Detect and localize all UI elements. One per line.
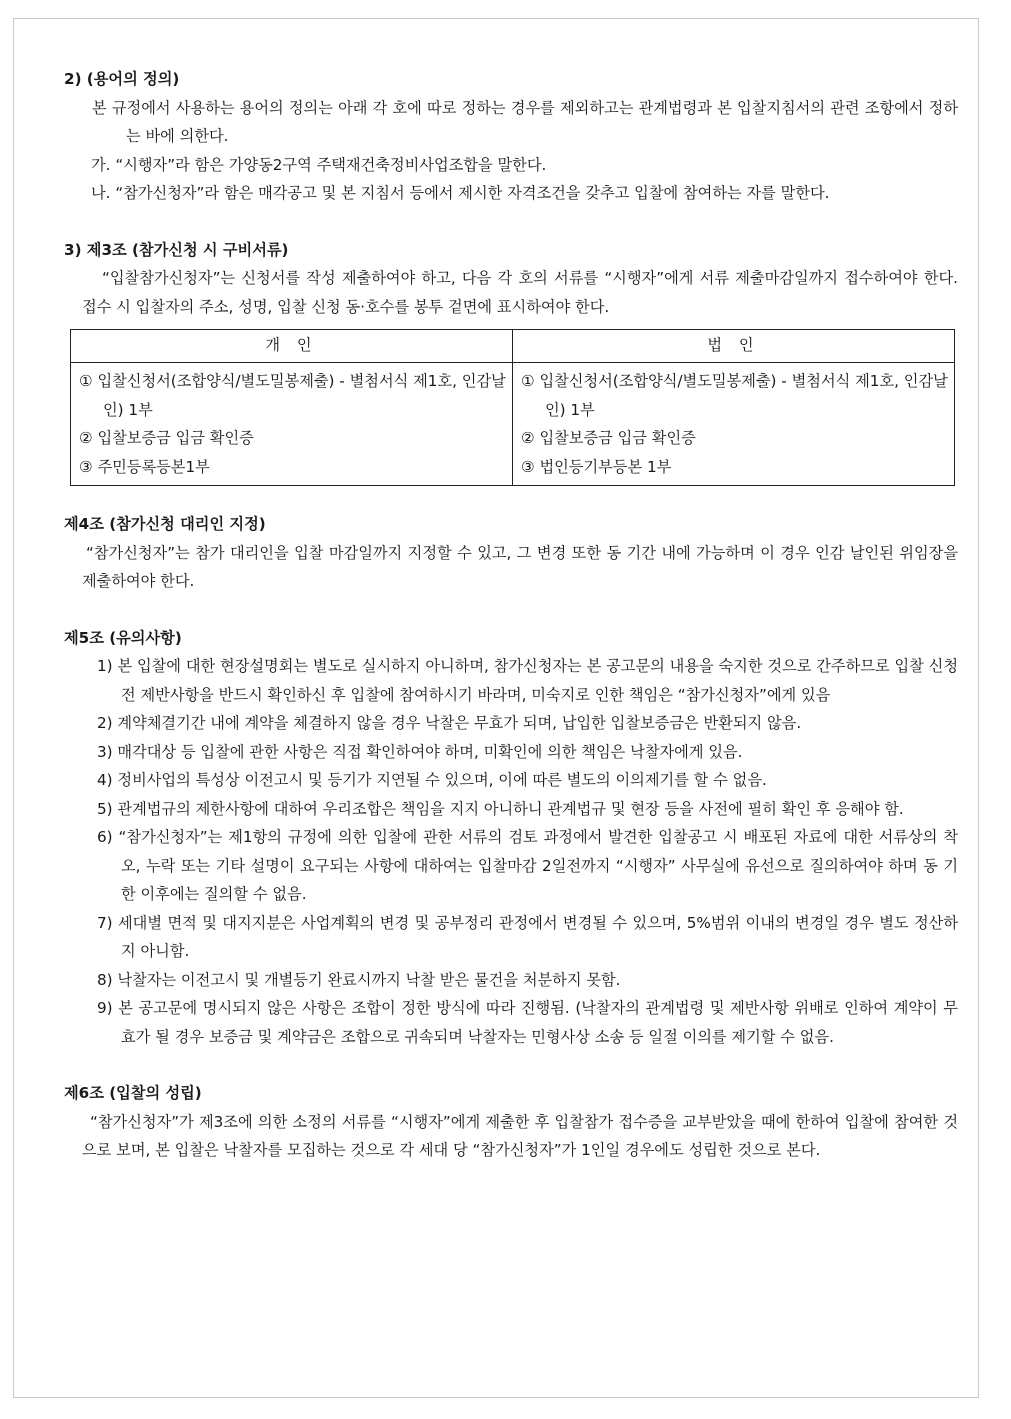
- precaution-item: 3) 매각대상 등 입찰에 관한 사항은 직접 확인하여야 하며, 미확인에 의한 책임은 낙찰자에게 있음.: [97, 742, 743, 761]
- table-cell-item: ② 입찰보증금 입금 확인증: [79, 429, 254, 447]
- definition-item: 나. “참가신청자”라 함은 매각공고 및 본 지침서 등에서 제시한 자격조건을 갖추고 입찰에 참여하는 자를 말한다.: [91, 184, 830, 202]
- precaution-item: 4) 정비사업의 특성상 이전고시 및 등기가 지연될 수 있으며, 이에 따른 별도의 이의제기를 할 수 없음.: [97, 771, 767, 789]
- precaution-item: 1) 본 입찰에 대한 현장설명회는 별도로 실시하지 아니하며, 참가신청자는 본 공고문의 내용을 숙지한 것으로 간주하므로 입찰 신청 전 제반사항을 반드시 확인하신 후 입찰에 참여하시기 바라며, 미숙지로 인한 책임은 “참가신청자”에게 있음: [97, 657, 958, 704]
- precaution-item: 6) “참가신청자”는 제1항의 규정에 의한 입찰에 관한 서류의 검토 과정에서 발견한 입찰공고 시 배포된 자료에 대한 서류상의 착오, 누락 또는 기타 설명이 요구되는 사항에 대하여는 입찰마감 2일전까지 “시행자” 사무실에 유선으로 질의하여야 하며 동 기한 이후에는 질의할 수 없음.: [97, 828, 958, 903]
- document-content: [64, 65, 958, 1165]
- precaution-item: 2) 계약체결기간 내에 계약을 체결하지 않을 경우 낙찰은 무효가 되며, 납입한 입찰보증금은 반환되지 않음.: [97, 714, 802, 732]
- definition-item: 가. “시행자”라 함은 가양동2구역 주택재건축정비사업조합을 말한다.: [91, 155, 547, 174]
- table-cell-item: ② 입찰보증금 입금 확인증: [521, 429, 696, 447]
- precaution-item: 7) 세대별 면적 및 대지지분은 사업계획의 변경 및 공부정리 관정에서 변경될 수 있으며, 5%범위 이내의 변경일 경우 별도 정산하지 아니함.: [97, 913, 958, 960]
- precaution-item: 8) 낙찰자는 이전고시 및 개별등기 완료시까지 낙찰 받은 물건을 처분하지 못함.: [97, 970, 621, 989]
- corporate-documents-cell: [513, 363, 955, 486]
- bid-formation-body: “참가신청자”가 제3조에 의한 소정의 서류를 “시행자”에게 제출한 후 입찰참가 접수증을 교부받았을 때에 한하여 입찰에 참여한 것으로 보며, 본 입찰은 낙찰자를 모집하는 것으로 각 세대 당 “참가신청자”가 1인일 경우에도 성립한 것으로 본다.: [82, 1112, 958, 1159]
- table-cell-item: ① 입찰신청서(조합양식/별도밀봉제출) - 별첨서식 제1호, 인감날인) 1부: [521, 372, 948, 419]
- agent-designation-body: “참가신청자”는 참가 대리인을 입찰 마감일까지 지정할 수 있고, 그 변경 또한 동 기간 내에 가능하며 이 경우 인감 날인된 위임장을 제출하여야 한다.: [82, 543, 958, 590]
- table-cell-item: ① 입찰신청서(조합양식/별도밀봉제출) - 별첨서식 제1호, 인감날인) 1부: [79, 372, 506, 419]
- document-page: [13, 18, 979, 1398]
- definitions-intro: 본 규정에서 사용하는 용어의 정의는 아래 각 호에 따로 정하는 경우를 제외하고는 관계법령과 본 입찰지침서의 관련 조항에서 정하는 바에 의한다.: [92, 98, 958, 145]
- section-heading-precautions: 제5조 (유의사항): [64, 628, 182, 647]
- precaution-item: 9) 본 공고문에 명시되지 않은 사항은 조합이 정한 방식에 따라 진행됨. (낙찰자의 관계법령 및 제반사항 위배로 인하여 계약이 무효가 될 경우 보증금 및 계약금은 조합으로 귀속되며 낙찰자는 민형사상 소송 등 일절 이의를 제기할 수 없음.: [97, 999, 958, 1046]
- table-header-individual: 개 인: [71, 330, 513, 363]
- table-cell-item: ③ 주민등록등본1부: [79, 457, 210, 476]
- section-heading-agent-designation: 제4조 (참가신청 대리인 지정): [64, 515, 266, 533]
- section-heading-bid-formation: 제6조 (입찰의 성립): [64, 1084, 202, 1102]
- required-documents-table: [70, 329, 955, 486]
- precaution-item: 5) 관계법규의 제한사항에 대하여 우리조합은 책임을 지지 아니하니 관계법규 및 현장 등을 사전에 필히 확인 후 응해야 함.: [97, 799, 904, 818]
- section-heading-definitions: 2) (용어의 정의): [64, 70, 180, 88]
- individual-documents-cell: [71, 363, 513, 486]
- section-heading-required-documents: 3) 제3조 (참가신청 시 구비서류): [64, 240, 289, 259]
- table-cell-item: ③ 법인등기부등본 1부: [521, 457, 672, 476]
- required-documents-intro: “입찰참가신청자”는 신청서를 작성 제출하여야 하고, 다음 각 호의 서류를 “시행자”에게 서류 제출마감일까지 접수하여야 한다. 접수 시 입찰자의 주소, 성명, 입찰 신청 동·호수를 봉투 겉면에 표시하여야 한다.: [82, 269, 958, 316]
- table-header-corporate: 법 인: [513, 330, 955, 363]
